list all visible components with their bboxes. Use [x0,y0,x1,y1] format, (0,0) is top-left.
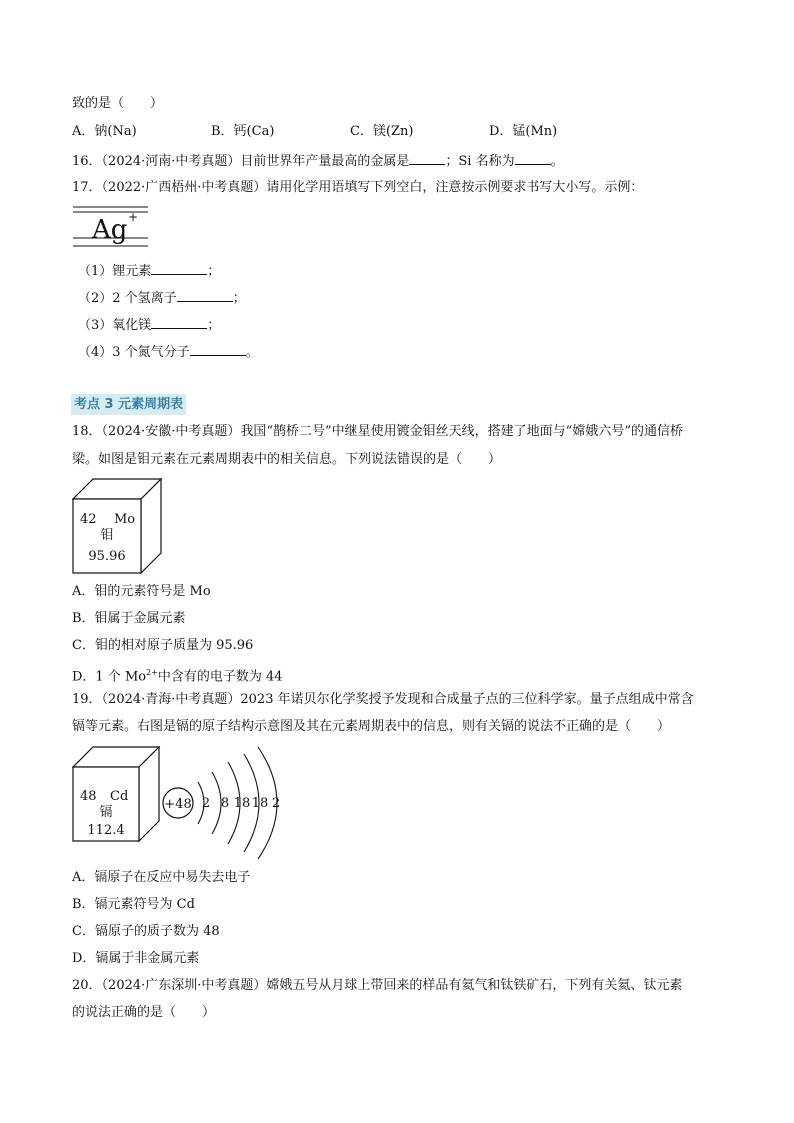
q16-text-a: 16．（2024·河南·中考真题）目前世界年产量最高的金属是 [72,154,410,169]
q19-nucleus-charge: +48 [164,797,192,812]
q18-option-d [72,663,283,687]
q19-shell-2: 8 [220,796,230,811]
q19-option-a: A．镉原子在反应中易失去电子 [72,870,251,885]
q19-tile-mass: 112.4 [87,823,125,838]
q16-text [72,150,564,172]
q18-stem-line-1: 18．（2024·安徽·中考真题）我国“鹊桥二号”中继星使用镀金钼丝天线，搭建了地面与“嫦娥六号”的通信桥 [72,424,683,439]
q19-shell-5: 2 [271,796,281,811]
q18-tile-number: 42 [80,512,97,527]
q18-option-d-pre: D．1 个 Mo [72,669,147,685]
q17-item-1 [78,260,220,282]
q19-tile-name: 镉 [99,805,113,820]
q18-element-tile [72,478,162,574]
q17-item-4 [78,341,259,363]
q17-item-2 [78,287,246,309]
q15-option-c: C．镁(Zn) [350,124,414,139]
q19-option-c: C．镉原子的质子数为 48 [72,924,220,939]
q19-element-tile [73,747,159,841]
q18-stem-line-2: 梁。如图是钼元素在元素周期表中的相关信息。下列说法错误的是（ ） [72,452,502,467]
q17-item-2-label: （2）2 个氢离子 [78,291,177,306]
q18-option-c: C．钼的相对原子质量为 95.96 [72,638,254,653]
q17-item-2-blank[interactable] [177,287,233,302]
q17-item-4-blank[interactable] [190,341,246,356]
q16-blank-1[interactable] [409,150,445,165]
q19-option-b: B．镉元素符号为 Cd [72,897,195,912]
q19-shell-4: 18 [251,796,269,811]
q17-item-4-end: 。 [245,345,259,360]
section-header: 考点 3 元素周期表 [71,394,186,415]
q17-example-symbol: Ag [92,215,128,245]
q16-text-c: 。 [550,154,564,169]
q17-item-3-end: ； [207,318,221,333]
q15-tail: 致的是（ ） [72,96,164,111]
q19-figure [72,746,290,862]
q19-option-d: D．镉属于非金属元素 [72,951,200,966]
q17-example-charge: + [128,210,139,224]
q17-item-3 [78,314,220,336]
q19-atom-diagram [163,747,280,859]
q17-item-1-end: ； [207,264,221,279]
q17-item-2-end: ； [232,291,246,306]
q17-example-figure [72,204,150,250]
q15-option-d: D．锰(Mn) [489,124,558,139]
q18-tile-symbol: Mo [114,512,136,527]
q18-tile-name: 钼 [100,528,114,543]
q15-option-b: B．钙(Ca) [211,124,275,139]
q19-shell-1: 2 [201,796,211,811]
q16-blank-2[interactable] [515,150,551,165]
q18-option-d-sup: 2+ [146,668,158,677]
q20-stem-line-1: 20．（2024·广东深圳·中考真题）嫦娥五号从月球上带回来的样品有氦气和钛铁矿石，下列有关氦、钛元素 [72,978,683,993]
q17-item-3-label: （3）氧化镁 [78,318,152,333]
q18-tile-mass: 95.96 [88,549,126,564]
q17-item-4-label: （4）3 个氮气分子 [78,345,190,360]
q15-options [72,122,557,142]
q17-item-3-blank[interactable] [151,314,207,329]
q17-stem: 17．（2022·广西梧州·中考真题）请用化学用语填写下列空白，注意按示例要求书写大小写。示例： [72,180,644,195]
q19-tile-number: 48 [80,789,97,804]
q18-option-d-post: 中含有的电子数为 44 [157,669,283,685]
q18-option-a: A．钼的元素符号是 Mo [72,584,211,599]
q19-stem-line-1: 19．（2024·青海·中考真题）2023 年诺贝尔化学奖授予发现和合成量子点的三位科学家。量子点组成中常含 [72,692,694,707]
q20-stem-line-2: 的说法正确的是（ ） [72,1005,216,1020]
q19-tile-symbol: Cd [110,789,129,804]
q17-item-1-label: （1）锂元素 [78,264,152,279]
q19-stem-line-2: 镉等元素。右图是镉的原子结构示意图及其在元素周期表中的信息，则有关镉的说法不正确的是（ ） [72,719,671,734]
q15-option-a: A．钠(Na) [72,124,137,139]
q16-text-b: ；Si 名称为 [445,154,515,169]
q17-item-1-blank[interactable] [151,260,207,275]
q19-shell-arc-2 [212,772,221,834]
q18-option-b: B．钼属于金属元素 [72,611,186,626]
q19-shell-3: 18 [233,796,251,811]
